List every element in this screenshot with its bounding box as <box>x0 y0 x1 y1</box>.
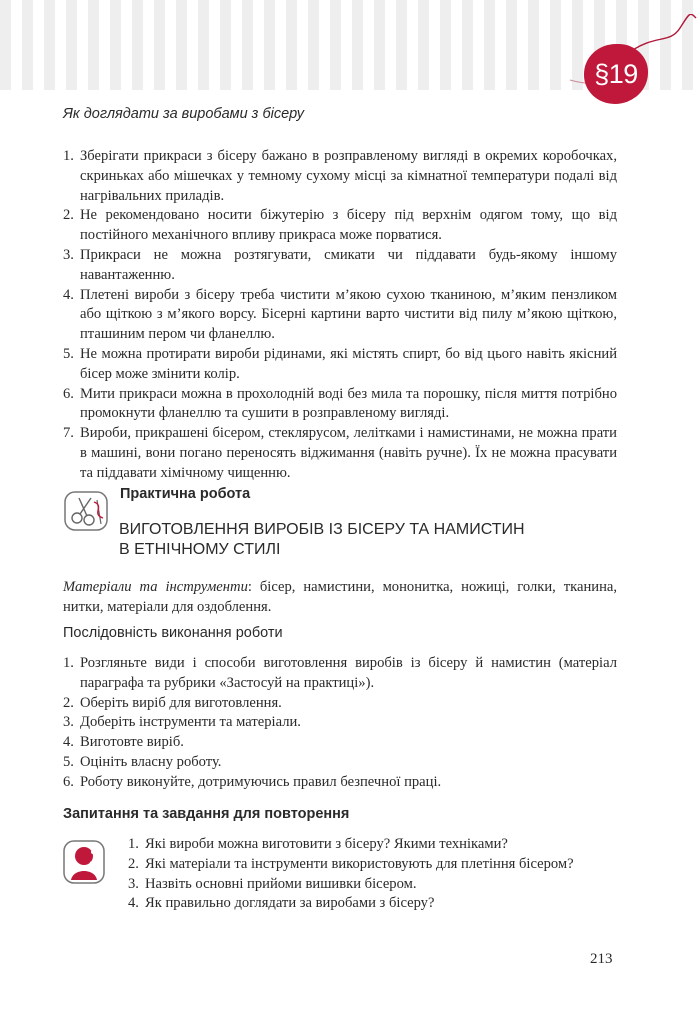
list-item: 5. Оцініть власну роботу. <box>63 753 222 770</box>
list-item: 3. Доберіть інструменти та матеріали. <box>63 714 301 731</box>
care-list <box>63 147 617 484</box>
practical-work-title: ВИГОТОВЛЕННЯ ВИРОБІВ ІЗ БІСЕРУ ТА НАМИСТИН В ЕТНІЧНОМУ СТИЛІ <box>119 521 525 558</box>
practical-work-label: Практична робота <box>120 486 251 502</box>
steps-list <box>63 654 617 793</box>
list-item: 1. Розгляньте види і способи виготовлення виробів із бісеру й намистин (матеріал параграфа та рубрики «Застосуй на практиці»). <box>63 655 617 691</box>
list-item: 6. Роботу виконуйте, дотримуючись правил безпечної праці. <box>63 773 442 790</box>
thinking-person-icon <box>61 838 107 886</box>
materials-paragraph <box>63 578 617 618</box>
section-badge: §19 <box>584 44 648 104</box>
list-item: 6. Мити прикраси можна в прохолодній воді без мила та порошку, після миття потрібно промокнути фланеллю та сушити в розправленому вигляді. <box>63 385 617 422</box>
questions-heading: Запитання та завдання для повторення <box>63 806 350 822</box>
list-item: 4. Як правильно доглядати за виробами з бісеру? <box>128 895 435 912</box>
list-item: 3. Назвіть основні прийоми вишивки бісером. <box>128 875 417 892</box>
care-heading: Як доглядати за виробами з бісеру <box>63 106 304 122</box>
questions-list <box>128 835 617 914</box>
list-item: 4. Виготовте виріб. <box>63 734 184 751</box>
sequence-heading: Послідовність виконання роботи <box>63 625 283 641</box>
scissors-needle-icon <box>61 488 111 534</box>
list-item: 5. Не можна протирати вироби рідинами, які містять спирт, бо від цього навіть якісний бісер може змінити колір. <box>63 345 617 382</box>
list-item: 7. Вироби, прикрашені бісером, стеклярусом, лелітками і намистинами, не можна прати в машині, вони погано переносять віджимання (навіть ручне). Їх не можна прасувати та піддавати хімічному чищенню. <box>63 425 617 481</box>
list-item: 1. Які вироби можна виготовити з бісеру? Якими техніками? <box>128 836 508 852</box>
list-item: 2. Оберіть виріб для виготовлення. <box>63 694 282 711</box>
list-item: 3. Прикраси не можна розтягувати, смикати чи піддавати будь-якому іншому навантаженню. <box>63 246 617 283</box>
list-item: 4. Плетені вироби з бісеру треба чистити м’якою сухою тканиною, м’яким пензликом або щіткою з м’якого ворсу. Бісерні картини варто чистити від пилу м’якою щіткою, пташиним пером чи фланеллю. <box>63 286 617 343</box>
materials-lead: Матеріали та інструменти <box>63 579 248 595</box>
materials-text: : бісер, намистини, мононитка, ножиці, голки, тканина, нитки, матеріали для оздоблення. <box>63 579 618 615</box>
page-number: 213 <box>590 951 613 967</box>
list-item: 1. Зберігати прикраси з бісеру бажано в розправленому вигляді в окремих коробочках, скриньках або мішечках у темному сухому місці за кімнатної температури подалі від нагрівальних приладів. <box>63 148 617 204</box>
list-item: 2. Які матеріали та інструменти використовують для плетіння бісером? <box>128 855 574 872</box>
list-item: 2. Не рекомендовано носити біжутерію з бісеру під верхнім одягом тому, що від постійного механічного впливу прикраса може порватися. <box>63 207 617 244</box>
